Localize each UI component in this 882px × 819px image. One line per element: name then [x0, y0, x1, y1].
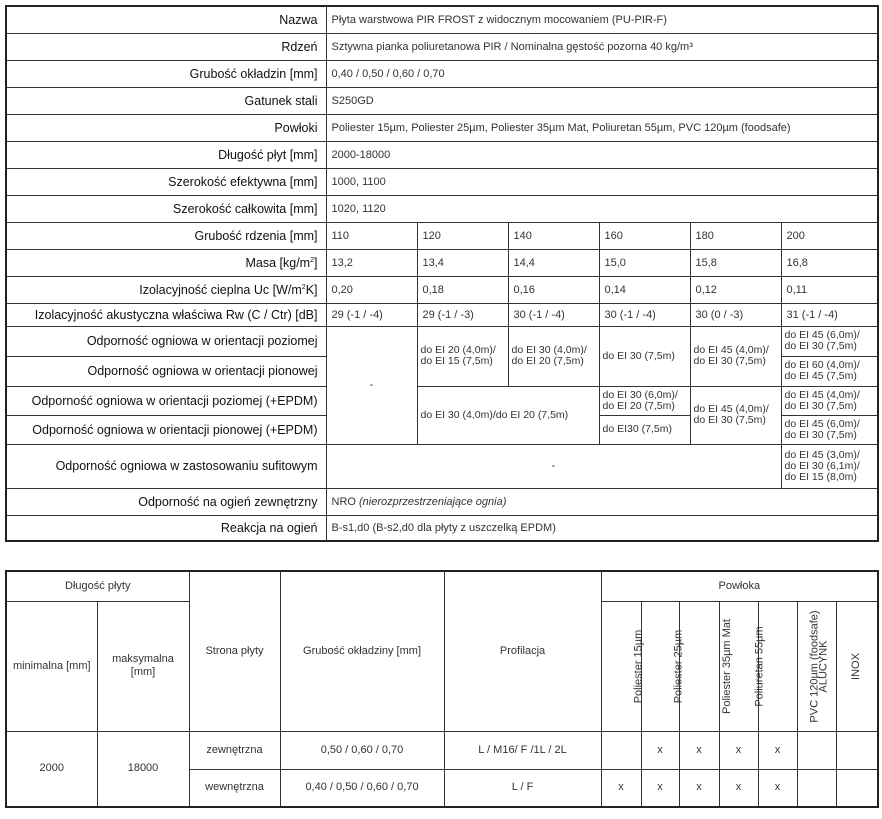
mass-label-text: Masa [kg/m	[245, 256, 311, 271]
max-length-value: 18000	[97, 731, 189, 807]
profile-internal: L / F	[444, 769, 601, 807]
reaction-label: Reakcja na ogień	[6, 515, 326, 541]
fire-epdm-120-140: do EI 30 (4,0m)/do EI 20 (7,5m)	[417, 386, 599, 444]
thermal-200: 0,11	[781, 276, 878, 303]
thermal-110: 0,20	[326, 276, 417, 303]
effective-width-value: 1000, 1100	[326, 168, 878, 195]
mass-180: 15,8	[690, 249, 781, 276]
fire-epdm-200-horizontal: do EI 45 (4,0m)/ do EI 30 (7,5m)	[781, 386, 878, 415]
spec-row-coatings	[6, 114, 878, 141]
acoustic-110: 29 (-1 / -4)	[326, 303, 417, 326]
fire-epdm-160-horizontal: do EI 30 (6,0m)/ do EI 20 (7,5m)	[599, 386, 690, 415]
mark-cell: x	[758, 769, 797, 807]
acoustic-label: Izolacyjność akustyczna właściwa Rw (C / Ctr) [dB]	[6, 303, 326, 326]
mark-cell: x	[641, 731, 679, 769]
fire-horizontal-label: Odporność ogniowa w orientacji poziomej	[6, 326, 326, 356]
thermal-label-end: K]	[305, 283, 318, 298]
acoustic-180: 30 (0 / -3)	[690, 303, 781, 326]
external-fire-value: NRO	[331, 495, 356, 508]
spec-row-fire-horizontal	[6, 326, 878, 356]
coating-col-polyester-15	[601, 601, 644, 731]
thermal-label	[6, 276, 326, 303]
table-row	[6, 731, 878, 769]
mass-label-end: ]	[314, 256, 318, 271]
name-label: Nazwa	[6, 6, 326, 33]
total-width-label: Szerokość całkowita [mm]	[6, 195, 326, 222]
mark-cell: x	[601, 769, 641, 807]
mark-cell: x	[719, 769, 758, 807]
external-fire-note: (nierozprzestrzeniające ognia)	[359, 495, 507, 508]
acoustic-120: 29 (-1 / -3)	[417, 303, 508, 326]
product-header-row-1	[6, 571, 878, 601]
total-width-value: 1020, 1120	[326, 195, 878, 222]
product-configuration-table	[5, 570, 879, 808]
coating-col-polyester-25	[641, 601, 684, 731]
steel-grade-value: S250GD	[326, 87, 878, 114]
name-value: Płyta warstwowa PIR FROST z widocznym mocowaniem (PU-PIR-F)	[326, 6, 878, 33]
side-external: zewnętrzna	[189, 731, 280, 769]
coating-header: Powłoka	[601, 571, 878, 601]
core-thickness-160: 160	[599, 222, 690, 249]
reaction-value: B-s1,d0 (B-s2,d0 dla płyty z uszczelką EPDM)	[326, 515, 878, 541]
fire-epdm-160-vertical: do EI30 (7,5m)	[599, 415, 690, 444]
coating-col-inox	[836, 601, 878, 731]
core-thickness-200: 200	[781, 222, 878, 249]
spec-row-acoustic	[6, 303, 878, 326]
spec-row-reaction	[6, 515, 878, 541]
max-length-header: maksymalna [mm]	[97, 601, 189, 731]
mark-cell: x	[641, 769, 679, 807]
mass-140: 14,4	[508, 249, 599, 276]
fire-ceiling-label: Odporność ogniowa w zastosowaniu sufitowym	[6, 444, 326, 488]
facing-external: 0,50 / 0,60 / 0,70	[280, 731, 444, 769]
spec-row-effective-width	[6, 168, 878, 195]
spec-row-steel	[6, 87, 878, 114]
fire-200-vertical: do EI 60 (4,0m)/ do EI 45 (7,5m)	[781, 356, 878, 386]
external-fire-label: Odporność na ogień zewnętrzny	[6, 488, 326, 515]
mark-cell: x	[679, 769, 719, 807]
mass-label-sup: 2	[310, 257, 315, 265]
length-header: Długość płyty	[6, 571, 189, 601]
fire-140: do EI 30 (4,0m)/ do EI 20 (7,5m)	[508, 326, 599, 386]
facing-thickness-label: Grubość okładzin [mm]	[6, 60, 326, 87]
mark-cell	[797, 731, 836, 769]
mark-cell	[797, 769, 836, 807]
fire-160: do EI 30 (7,5m)	[599, 326, 690, 386]
steel-grade-label: Gatunek stali	[6, 87, 326, 114]
fire-120: do EI 20 (4,0m)/ do EI 15 (7,5m)	[417, 326, 508, 386]
coating-alucynk-label: ALUCYNK	[817, 640, 829, 692]
external-fire-cell	[326, 488, 878, 515]
mark-cell: x	[758, 731, 797, 769]
profile-header: Profilacja	[444, 571, 601, 731]
facing-thickness-value: 0,40 / 0,50 / 0,60 / 0,70	[326, 60, 878, 87]
thermal-140: 0,16	[508, 276, 599, 303]
coatings-value: Poliester 15µm, Poliester 25µm, Poliester 35µm Mat, Poliuretan 55µm, PVC 120µm (foodsafe)	[326, 114, 878, 141]
spec-row-fire-horizontal-epdm	[6, 386, 878, 415]
thermal-120: 0,18	[417, 276, 508, 303]
mark-cell	[836, 731, 878, 769]
core-value: Sztywna pianka poliuretanowa PIR / Nominalna gęstość pozorna 40 kg/m³	[326, 33, 878, 60]
core-thickness-110: 110	[326, 222, 417, 249]
mass-110: 13,2	[326, 249, 417, 276]
core-label: Rdzeń	[6, 33, 326, 60]
core-thickness-120: 120	[417, 222, 508, 249]
coating-inox-label: INOX	[850, 652, 863, 680]
profile-external: L / M16/ F /1L / 2L	[444, 731, 601, 769]
facing-header: Grubość okładziny [mm]	[280, 571, 444, 731]
spec-row-facing	[6, 60, 878, 87]
mass-160: 15,0	[599, 249, 690, 276]
fire-epdm-200-vertical: do EI 45 (6,0m)/ do EI 30 (7,5m)	[781, 415, 878, 444]
fire-vertical-label: Odporność ogniowa w orientacji pionowej	[6, 356, 326, 386]
coating-polyester-35-mat-label: Poliester 35µm Mat	[720, 618, 733, 714]
fire-ceiling-200: do EI 45 (3,0m)/ do EI 30 (6,1m)/ do EI 15 (8,0m)	[781, 444, 878, 488]
min-length-value: 2000	[6, 731, 97, 807]
panel-length-value: 2000-18000	[326, 141, 878, 168]
thermal-label-sup: 2	[301, 284, 306, 292]
mass-200: 16,8	[781, 249, 878, 276]
coating-polyester-15-label: Poliester 15µm	[631, 629, 644, 703]
thermal-label-text: Izolacyjność cieplna Uc [W/m	[139, 283, 302, 298]
spec-row-total-width	[6, 195, 878, 222]
core-thickness-label: Grubość rdzenia [mm]	[6, 222, 326, 249]
panel-length-label: Długość płyt [mm]	[6, 141, 326, 168]
mark-cell	[601, 731, 641, 769]
spec-row-mass	[6, 249, 878, 276]
mass-120: 13,4	[417, 249, 508, 276]
mark-cell	[836, 769, 878, 807]
fire-epdm-180: do EI 45 (4,0m)/ do EI 30 (7,5m)	[690, 386, 781, 444]
coating-polyester-25-label: Poliester 25µm	[671, 629, 684, 703]
spec-row-core-thickness	[6, 222, 878, 249]
facing-internal: 0,40 / 0,50 / 0,60 / 0,70	[280, 769, 444, 807]
coating-pvc-120-label: PVC 120µm (foodsafe)	[808, 609, 821, 723]
spec-row-name	[6, 6, 878, 33]
acoustic-200: 31 (-1 / -4)	[781, 303, 878, 326]
thermal-180: 0,12	[690, 276, 781, 303]
mass-label	[6, 249, 326, 276]
core-thickness-140: 140	[508, 222, 599, 249]
acoustic-140: 30 (-1 / -4)	[508, 303, 599, 326]
fire-horizontal-epdm-label: Odporność ogniowa w orientacji poziomej (+EPDM)	[6, 386, 326, 415]
coating-polyurethane-55-label: Poliuretan 55µm	[753, 625, 766, 707]
core-thickness-180: 180	[690, 222, 781, 249]
specification-table	[5, 5, 879, 542]
spec-row-thermal	[6, 276, 878, 303]
spec-row-core	[6, 33, 878, 60]
mark-cell: x	[719, 731, 758, 769]
fire-180: do EI 45 (4,0m)/ do EI 30 (7,5m)	[690, 326, 781, 386]
fire-ceiling-dash: -	[326, 444, 781, 488]
mark-cell: x	[679, 731, 719, 769]
fire-110-dash: -	[326, 326, 417, 444]
fire-200-horizontal: do EI 45 (6,0m)/ do EI 30 (7,5m)	[781, 326, 878, 356]
thermal-160: 0,14	[599, 276, 690, 303]
effective-width-label: Szerokość efektywna [mm]	[6, 168, 326, 195]
side-header: Strona płyty	[189, 571, 280, 731]
coatings-label: Powłoki	[6, 114, 326, 141]
spec-row-fire-ceiling	[6, 444, 878, 488]
acoustic-160: 30 (-1 / -4)	[599, 303, 690, 326]
spec-row-external-fire	[6, 488, 878, 515]
fire-vertical-epdm-label: Odporność ogniowa w orientacji pionowej (+EPDM)	[6, 415, 326, 444]
spec-row-length	[6, 141, 878, 168]
side-internal: wewnętrzna	[189, 769, 280, 807]
min-length-header: minimalna [mm]	[6, 601, 97, 731]
